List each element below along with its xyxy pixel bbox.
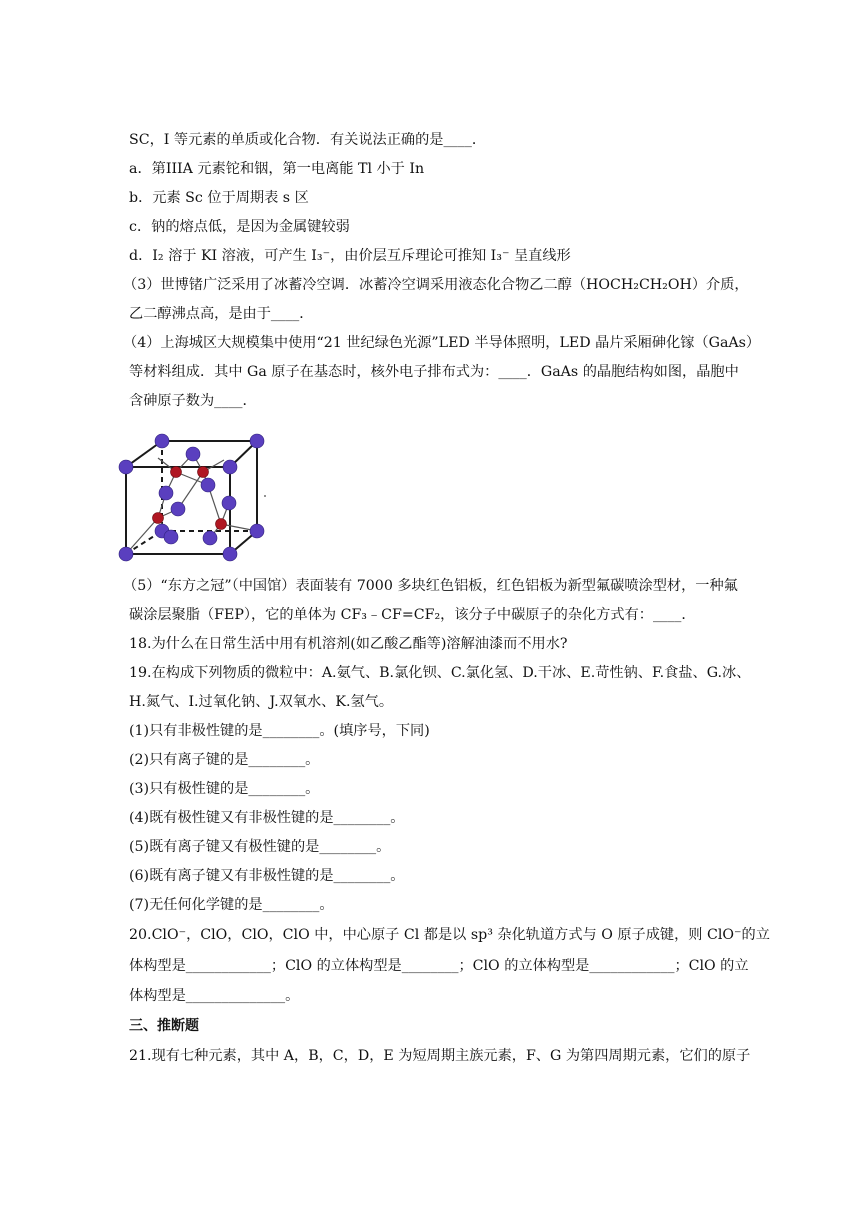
gaas-unit-cell-figure [112, 430, 272, 565]
option-c: c．钠的熔点低，是因为金属键较弱 [129, 219, 350, 235]
text-line-1: SC，I 等元素的单质或化合物．有关说法正确的是____． [129, 132, 487, 148]
q19-part-4: (4)既有极性键又有非极性键的是________。 [129, 810, 405, 826]
option-b: b．元素 Sc 位于周期表 s 区 [129, 190, 309, 206]
q19-part-2: (2)只有离子键的是________。 [129, 752, 320, 768]
text-line-6: （3）世博锗广泛采用了冰蓄冷空调．冰蓄冷空调采用液态化合物乙二醇（HOCH₂CH₂OH）介质， [123, 277, 749, 293]
option-d: d．I₂ 溶于 KI 溶液，可产生 I₃⁻，由价层互斥理论可推知 I₃⁻ 呈直线形 [129, 248, 571, 264]
text-line-11: （5）“东方之冠”（中国馆）表面装有 7000 多块红色铝板，红色铝板为新型氟碳喷涂型材，一种氟 [123, 578, 738, 594]
question-20: 20.ClO⁻，ClO，ClO，ClO 中，中心原子 Cl 都是以 sp³ 杂化轨道方式与 O 原子成键，则 ClO⁻的立 [129, 927, 770, 943]
question-18: 18.为什么在日常生活中用有机溶剂(如乙酸乙酯等)溶解油漆而不用水? [129, 636, 568, 652]
q19-part-1: (1)只有非极性键的是________。(填序号，下同) [129, 723, 430, 739]
as-atoms [119, 434, 264, 561]
question-19-cont: H.氮气、I.过氧化钠、J.双氧水、K.氢气。 [129, 694, 394, 710]
text-line-10: 含砷原子数为____． [129, 393, 257, 409]
question-20-cont: 体构型是____________；ClO 的立体构型是________；ClO 的立体构型是____________；ClO 的立 [129, 958, 749, 974]
q19-part-7: (7)无任何化学键的是________。 [129, 897, 334, 913]
q19-part-6: (6)既有离子键又有非极性键的是________。 [129, 868, 405, 884]
section-heading: 三、推断题 [129, 1018, 199, 1034]
option-a: a．第IIIA 元素铊和铟，第一电离能 Tl 小于 In [129, 161, 425, 177]
text-line-7: 乙二醇沸点高，是由于____． [129, 306, 314, 322]
question-21: 21.现有七种元素，其中 A，B，C，D，E 为短周期主族元素，F、G 为第四周期元素，它们的原子 [129, 1048, 751, 1064]
question-20-end: 体构型是______________。 [129, 988, 300, 1004]
text-line-12: 碳涂层聚脂（FEP），它的单体为 CF₃﹣CF=CF₂，该分子中碳原子的杂化方式有：____． [129, 607, 696, 623]
text-line-8: （4）上海城区大规模集中使用“21 世纪绿色光源”LED 半导体照明，LED 晶片采厢砷化镓（GaAs） [123, 335, 761, 351]
bonds [126, 454, 257, 554]
q19-part-5: (5)既有离子键又有极性键的是________。 [129, 839, 391, 855]
question-19: 19.在构成下列物质的微粒中：A.氨气、B.氯化钡、C.氯化氢、D.干冰、E.苛性钠、F.食盐、G.冰、 [129, 665, 751, 681]
text-line-9: 等材料组成．其中 Ga 原子在基态时，核外电子排布式为：____．GaAs 的晶胞结构如图，晶胞中 [129, 364, 739, 380]
q19-part-3: (3)只有极性键的是________。 [129, 781, 320, 797]
